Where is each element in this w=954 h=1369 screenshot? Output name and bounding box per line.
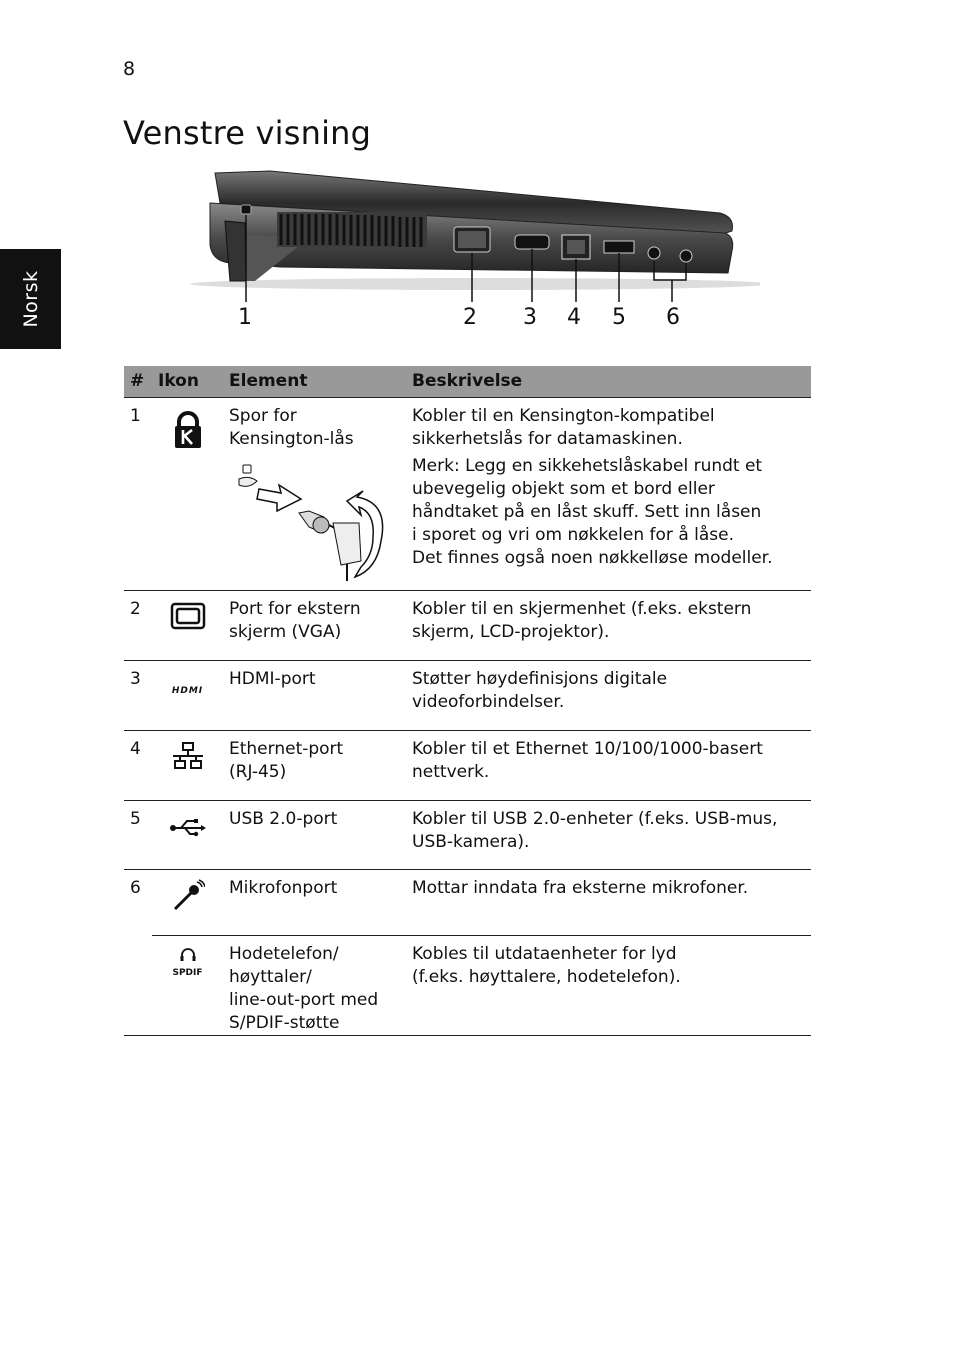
note-line: Det finnes også noen nøkkelløse modeller.: [412, 548, 773, 568]
description-line: Støtter høydefinisjons digitale: [412, 669, 668, 689]
element-line: Spor for: [229, 406, 297, 426]
element-line: line-out-port med: [229, 990, 379, 1010]
callout-2: 2: [463, 305, 477, 330]
microphone-icon: [171, 879, 205, 913]
table-row: [124, 398, 811, 591]
table-row: [124, 870, 811, 936]
note-label: Merk:: [412, 456, 460, 476]
page-title: Venstre visning: [123, 114, 372, 152]
note-paragraph: [412, 455, 805, 570]
description-line: nettverk.: [412, 762, 490, 782]
element-line: skjerm (VGA): [229, 622, 342, 642]
element-line: HDMI-port: [229, 669, 316, 689]
description-line: Kobler til et Ethernet 10/100/1000-basert: [412, 739, 763, 759]
note-line: Legg en sikkehetslåskabel rundt et: [459, 456, 763, 476]
table-row: [124, 661, 811, 731]
row-number: [124, 936, 152, 1036]
table-header-row: [124, 366, 811, 398]
description-line: sikkerhetslås for datamaskinen.: [412, 429, 683, 449]
headphone-spdif-icon: [152, 945, 223, 978]
element-line: (RJ-45): [229, 762, 287, 782]
element-line: Port for ekstern: [229, 599, 361, 619]
description-line: Kobles til utdataenheter for lyd: [412, 944, 677, 964]
ethernet-icon: [171, 741, 205, 771]
row-number: 4: [124, 731, 152, 801]
table-row: [124, 801, 811, 870]
hdmi-icon: HDMI: [171, 686, 204, 696]
callout-1: 1: [238, 305, 252, 330]
headphone-icon: [179, 947, 197, 961]
element-line: Ethernet-port: [229, 739, 344, 759]
table-row: [124, 936, 811, 1036]
description-line: videoforbindelser.: [412, 692, 565, 712]
header-num: #: [124, 366, 152, 398]
description-line: Kobler til USB 2.0-enheter (f.eks. USB-mus,: [412, 809, 778, 829]
description-line: skjerm, LCD-projektor).: [412, 622, 610, 642]
spdif-label: SPDIF: [172, 968, 203, 978]
row-number: 5: [124, 801, 152, 870]
element-line: Kensington-lås: [229, 429, 354, 449]
note-line: i sporet og vri om nøkkelen for å låse.: [412, 525, 734, 545]
vga-port-icon: [170, 602, 206, 630]
language-tab: [0, 249, 61, 349]
callout-4: 4: [567, 305, 581, 330]
row-number: 1: [124, 398, 152, 591]
element-line: S/PDIF-støtte: [229, 1013, 340, 1033]
language-tab-label: Norsk: [19, 270, 42, 328]
table-row: [124, 731, 811, 801]
note-line: ubevegelig objekt som et bord eller: [412, 479, 715, 499]
element-line: USB 2.0-port: [229, 809, 338, 829]
header-icon: Ikon: [152, 366, 223, 398]
note-line: håndtaket på en låst skuff. Sett inn låsen: [412, 502, 762, 522]
element-line: Hodetelefon/: [229, 944, 339, 964]
header-element: Element: [223, 366, 406, 398]
description-line: Kobler til en skjermenhet (f.eks. ekstern: [412, 599, 752, 619]
header-description: Beskrivelse: [406, 366, 811, 398]
row-number: 3: [124, 661, 152, 731]
row-number: 6: [124, 870, 152, 936]
page-number: 8: [123, 58, 136, 80]
ports-table: [124, 366, 811, 1036]
description-line: USB-kamera).: [412, 832, 530, 852]
kensington-lock-icon: [173, 411, 203, 449]
callout-5: 5: [612, 305, 626, 330]
kensington-cable-illustration: [229, 461, 389, 583]
callout-3: 3: [523, 305, 537, 330]
description-line: (f.eks. høyttalere, hodetelefon).: [412, 967, 681, 987]
row-number: 2: [124, 591, 152, 661]
description-line: Mottar inndata fra eksterne mikrofoner.: [412, 878, 749, 898]
callout-6: 6: [666, 305, 680, 330]
element-line: høyttaler/: [229, 967, 312, 987]
usb-icon: [169, 816, 207, 838]
description-line: Kobler til en Kensington-kompatibel: [412, 406, 715, 426]
table-row: [124, 591, 811, 661]
element-line: Mikrofonport: [229, 878, 338, 898]
